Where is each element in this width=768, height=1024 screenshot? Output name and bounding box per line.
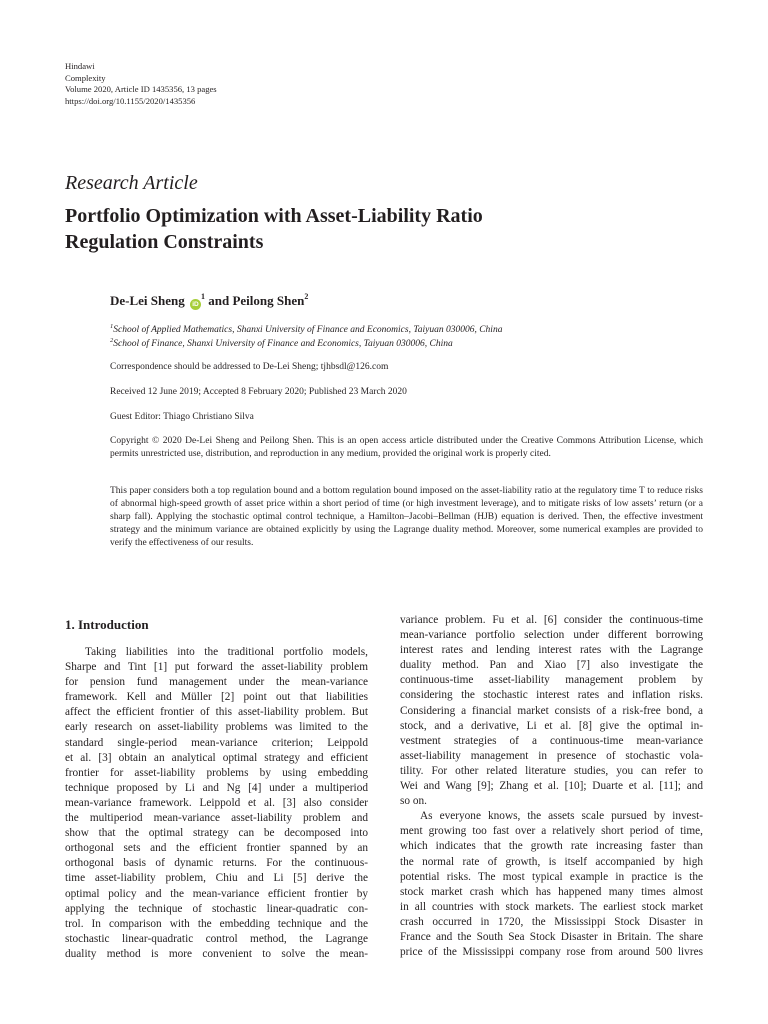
body-column-right — [400, 613, 703, 960]
body-line: mean-variance portfolio selection under different borrowing — [400, 629, 703, 642]
body-line: variance problem. Fu et al. [6] consider the continuous-time — [400, 614, 703, 626]
body-line: continuous-time asset-liability management problem by — [400, 674, 703, 687]
body-line: for pension fund management under the mean-variance — [65, 676, 368, 689]
body-line: interest rates and lending interest rates with the Lagrange — [400, 644, 703, 657]
body-line: so on. — [400, 795, 427, 808]
title-line-1: Portfolio Optimization with Asset-Liability Ratio — [65, 205, 483, 227]
article-title — [65, 203, 705, 255]
body-line: potential risks. The most typical example in practice is the — [400, 870, 703, 883]
body-line: Sharpe and Tint [1] put forward the asset-liability problem — [65, 661, 368, 674]
author-connector: and — [205, 293, 233, 308]
body-line: stochastic linear-quadratic control method, the Lagrange — [65, 932, 368, 945]
body-line: the normal rate of growth, is itself accompanied by high — [400, 855, 703, 868]
body-line: technique proposed by Li and Ng [4] under a multiperiod — [65, 781, 368, 794]
journal-header — [65, 61, 217, 107]
body-line: trol. In comparison with the embedding technique and the — [65, 917, 368, 930]
body-line: frontier for asset-liability problems by using embedding — [65, 766, 368, 779]
body-line: mean-variance framework. Leippold et al. [3] also consider — [65, 796, 368, 809]
volume-info: Volume 2020, Article ID 1435356, 13 pages — [65, 84, 217, 95]
body-line: Wei and Wang [9]; Zhang et al. [10]; Duarte et al. [11]; and — [400, 780, 703, 793]
body-line: orthogonal sets and the efficient frontier spanned by an — [65, 842, 368, 855]
title-line-2: Regulation Constraints — [65, 231, 264, 253]
journal-name: Complexity — [65, 72, 106, 83]
body-line: considering the stochastic interest rates and inflation risks. — [400, 689, 703, 702]
body-line: applying the technique of stochastic linear-quadratic con- — [65, 902, 368, 915]
body-line: vestment strategies of a continuous-time mean-variance — [400, 734, 703, 747]
body-line: time asset-liability problem, Chiu and Li [5] derive the — [65, 872, 368, 885]
body-line: show that the optimal strategy can be decomposed into — [65, 827, 368, 840]
article-type: Research Article — [65, 172, 198, 194]
body-line: duality method is more convenient to solve the mean- — [65, 947, 368, 960]
affiliation-marker: 2 — [304, 292, 309, 301]
body-line: early research on asset-liability problems was limited to the — [65, 721, 368, 734]
body-line: tility. For other related literature studies, you can refer to — [400, 764, 703, 777]
body-line: orthogonal basis of dynamic returns. For the continuous- — [65, 857, 368, 870]
body-line: France and the South Sea Stock Disaster in Britain. The share — [400, 930, 703, 943]
orcid-icon[interactable]: iD — [190, 299, 201, 310]
body-line: the multiperiod mean-variance asset-liability problem and — [65, 812, 368, 825]
body-line: stock market crash which has happened many times almost — [400, 885, 703, 898]
body-line: crash occurred in 1720, the Mississippi Stock Disaster in — [400, 915, 703, 928]
body-line: Considering a financial market consists of a risk-free bond, a — [400, 704, 703, 717]
body-line: which indicates that the growth rate increasing faster than — [400, 840, 703, 853]
body-line: in all countries with stock markets. The earliest stock market — [400, 900, 703, 913]
body-column-left — [65, 645, 368, 962]
body-line: framework. Kell and Müller [2] point out that liabilities — [65, 691, 368, 704]
guest-editor: Guest Editor: Thiago Christiano Silva — [110, 412, 254, 422]
body-line: As everyone knows, the assets scale pursued by invest- — [420, 810, 703, 823]
body-line: et al. [3] obtain an analytical optimal strategy and efficient — [65, 751, 368, 764]
copyright-notice: Copyright © 2020 De-Lei Sheng and Peilong Shen. This is an open access article distributed under the Creative Commons Attribution License, which permits unrestricted use, distribution, and reproduction in any medium, provided the original work is properly cited. — [110, 436, 703, 459]
author-name[interactable]: Peilong Shen — [232, 293, 305, 308]
body-line: Taking liabilities into the traditional portfolio models, — [85, 646, 368, 658]
affiliation-number: 2 — [110, 337, 114, 344]
body-line: ment growing too fast over a relatively short period of time, — [400, 825, 703, 838]
publisher-name: Hindawi — [65, 61, 95, 71]
affiliation-text: School of Finance, Shanxi University of Finance and Economics, Taiyuan 030006, China — [113, 339, 453, 349]
abstract: This paper considers both a top regulation bound and a bottom regulation bound imposed on the asset-liability ratio at the regulatory time T to reduce risks of abnormal high-speed growth of asset price within a short period of time (or high investment leverage), and to mitigate risks of low assets’ return (or a sharp fall). Applying the stochastic optimal control technique, a Hamilton–Jacobi–Bellman (HJB) equation is derived. Then, the effective investment strategy and the minimum variance are obtained explicitly by using the Lagrange duality method. Moreover, some numerical examples are provided to verify the effectiveness of our results. — [110, 486, 703, 548]
body-line: stock, and a derivative, Li et al. [8] give the optimal in- — [400, 719, 703, 732]
affiliation-1 — [110, 323, 502, 335]
affiliation-2 — [110, 337, 453, 349]
author-name[interactable]: De-Lei Sheng — [110, 293, 185, 308]
affiliation-text: School of Applied Mathematics, Shanxi University of Finance and Economics, Taiyuan 030006, China — [113, 325, 503, 335]
body-line: price of the Mississippi company rose from around 500 livres — [400, 946, 703, 959]
affiliation-number: 1 — [110, 323, 114, 330]
affiliation-marker: 1 — [201, 292, 205, 301]
body-line: affect the efficient frontier of this asset-liability problem. But — [65, 706, 368, 719]
correspondence: Correspondence should be addressed to De-Lei Sheng; tjhbsdl@126.com — [110, 362, 389, 372]
section-heading: 1. Introduction — [65, 617, 149, 632]
body-line: asset-liability management in presence of stochastic vola- — [400, 749, 703, 762]
body-line: duality method. Pan and Xiao [7] also investigate the — [400, 659, 703, 672]
doi-link[interactable]: https://doi.org/10.1155/2020/1435356 — [65, 95, 196, 106]
author-list — [110, 292, 308, 310]
publication-dates: Received 12 June 2019; Accepted 8 February 2020; Published 23 March 2020 — [110, 387, 407, 397]
body-line: optimal policy and the mean-variance efficient frontier by — [65, 887, 368, 900]
body-line: standard single-period mean-variance criterion; Leippold — [65, 736, 368, 749]
